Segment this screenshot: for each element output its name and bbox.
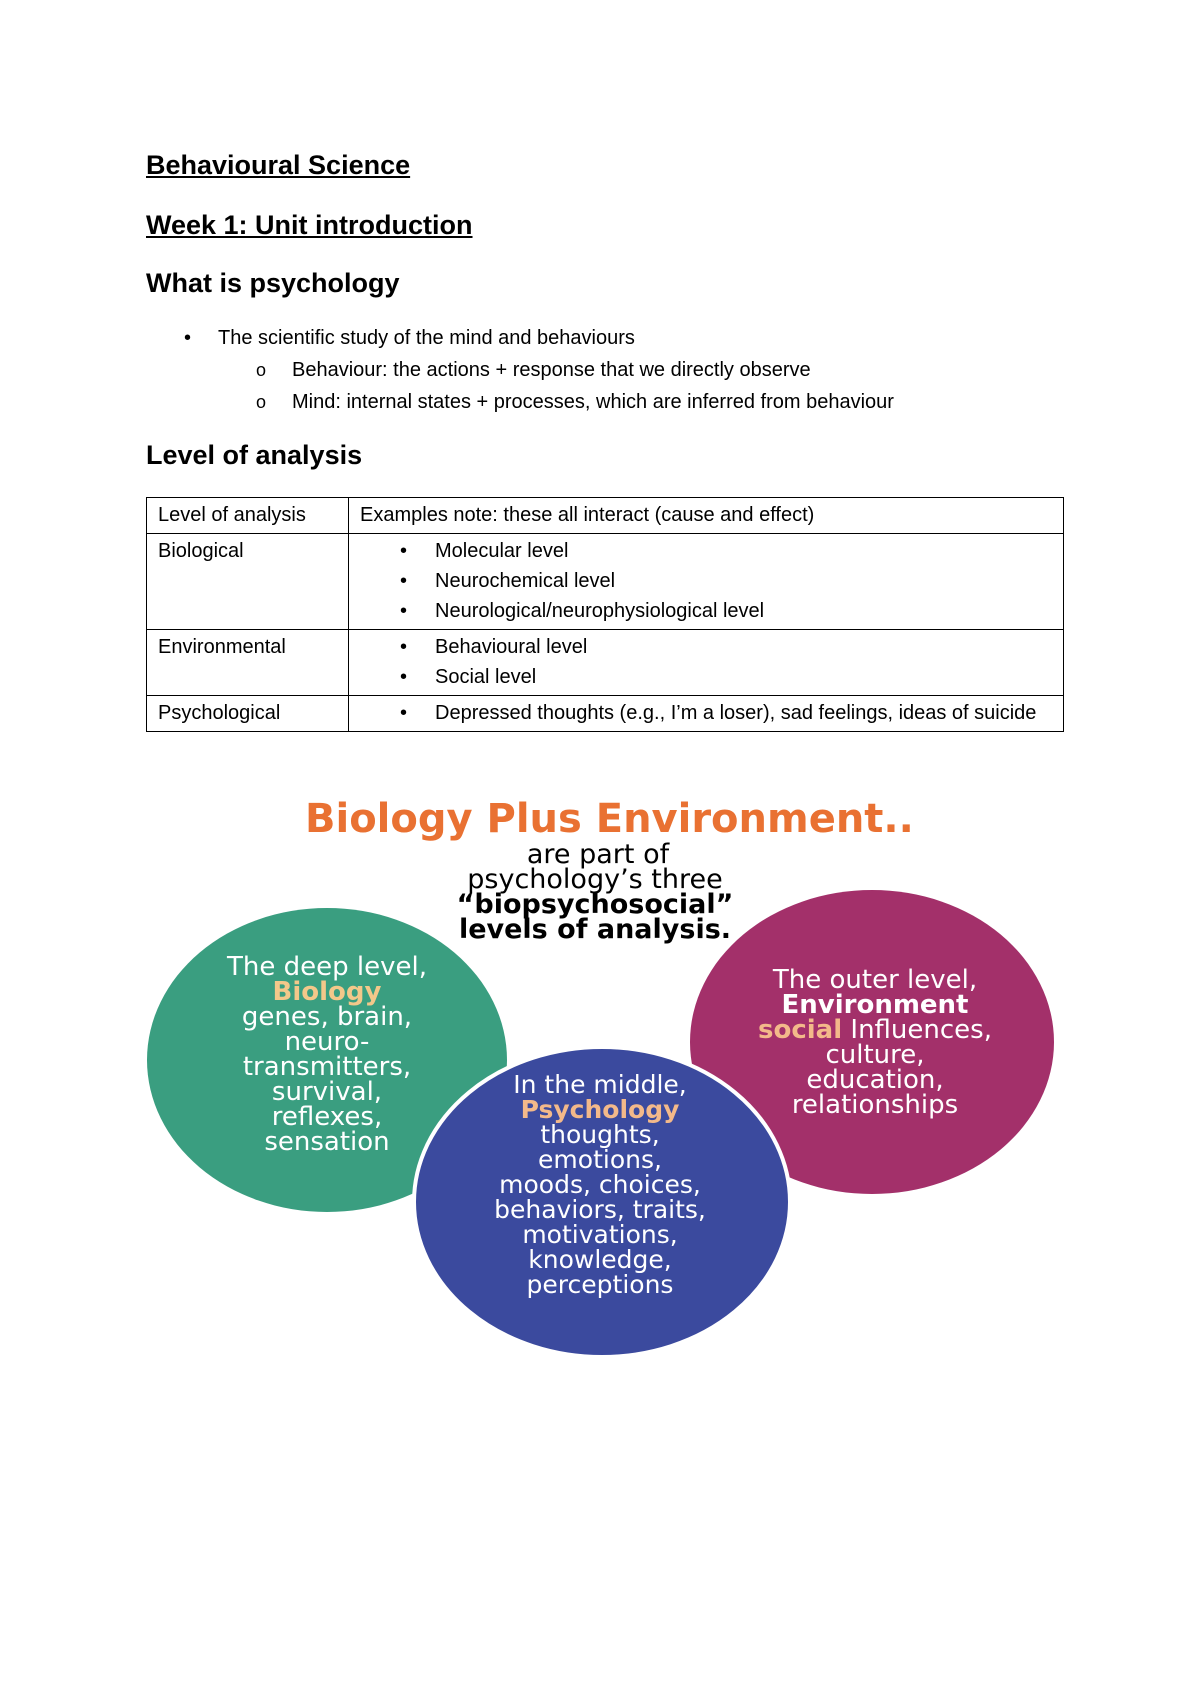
environment-key: Environment <box>781 990 969 1020</box>
table-cell-level: Psychological <box>147 696 349 732</box>
biopsychosocial-diagram <box>140 790 1070 1370</box>
psychology-line: In the middle, <box>513 1070 687 1099</box>
figure-heading: Biology Plus Environment.. <box>305 796 914 842</box>
biopsychosocial-figure <box>140 790 1070 1370</box>
list-item <box>146 386 894 418</box>
hollow-bullet-icon: o <box>256 392 267 412</box>
table-header-row <box>147 498 1064 534</box>
week-heading: Week 1: Unit introduction <box>146 210 473 240</box>
bullet-icon: • <box>184 327 192 349</box>
environment-line-rest: Influences, <box>842 1015 992 1045</box>
list-item-text: Behaviour: the actions + response that we directly observe <box>292 359 811 381</box>
environment-key-social: social <box>758 1015 843 1045</box>
psychology-line: behaviors, traits, <box>494 1195 706 1224</box>
list-item-text: Mind: internal states + processes, which are inferred from behaviour <box>292 391 894 413</box>
psychology-line: thoughts, <box>540 1120 660 1149</box>
biology-line: survival, <box>271 1077 383 1107</box>
biology-line: The deep level, <box>227 952 427 982</box>
section-heading-level-of-analysis: Level of analysis <box>146 440 363 470</box>
environment-line: education, <box>806 1065 944 1095</box>
figure-subheading: are part of <box>526 839 670 870</box>
list-item: • Neurological/neurophysiological level <box>360 596 1053 626</box>
figure-subheading: psychology’s three <box>467 864 723 895</box>
list-item <box>146 322 894 354</box>
document-title: Behavioural Science <box>146 150 411 180</box>
psychology-line: emotions, <box>538 1145 662 1174</box>
biology-key: Biology <box>272 977 382 1007</box>
table-header: Level of analysis <box>147 498 349 534</box>
table-cell-examples <box>349 696 1064 732</box>
list-item: • Depressed thoughts (e.g., I’m a loser), sad feelings, ideas of suicide <box>360 698 1053 728</box>
psychology-key: Psychology <box>520 1095 680 1124</box>
section-heading-psychology: What is psychology <box>146 268 400 298</box>
levels-table <box>146 497 1064 732</box>
table-row <box>147 534 1064 630</box>
table-cell-examples <box>349 534 1064 630</box>
table-cell-level: Biological <box>147 534 349 630</box>
biology-line: neuro- <box>284 1027 370 1057</box>
biology-line: transmitters, <box>242 1052 412 1082</box>
list-item: • Neurochemical level <box>360 566 1053 596</box>
table-cell-examples <box>349 630 1064 696</box>
biology-line: reflexes, <box>271 1102 383 1132</box>
figure-subheading: levels of analysis. <box>458 914 732 945</box>
table-cell-level: Environmental <box>147 630 349 696</box>
list-item: • Social level <box>360 662 1053 692</box>
definition-list <box>146 322 894 418</box>
environment-line: The outer level, <box>772 965 978 995</box>
table-header: Examples note: these all interact (cause and effect) <box>349 498 1064 534</box>
list-item: • Behavioural level <box>360 632 1053 662</box>
table-row <box>147 696 1064 732</box>
table-row <box>147 630 1064 696</box>
biology-line: sensation <box>264 1127 390 1157</box>
psychology-line: moods, choices, <box>499 1170 701 1199</box>
psychology-line: knowledge, <box>528 1245 672 1274</box>
hollow-bullet-icon: o <box>256 360 267 380</box>
list-item: • Molecular level <box>360 536 1053 566</box>
psychology-line: motivations, <box>522 1220 678 1249</box>
environment-line: relationships <box>791 1090 959 1120</box>
psychology-line: perceptions <box>526 1270 674 1299</box>
figure-subheading: “biopsychosocial” <box>456 889 734 920</box>
environment-line: culture, <box>825 1040 925 1070</box>
biology-line: genes, brain, <box>241 1002 413 1032</box>
list-item-text: The scientific study of the mind and behaviours <box>218 327 635 349</box>
list-item <box>146 354 894 386</box>
